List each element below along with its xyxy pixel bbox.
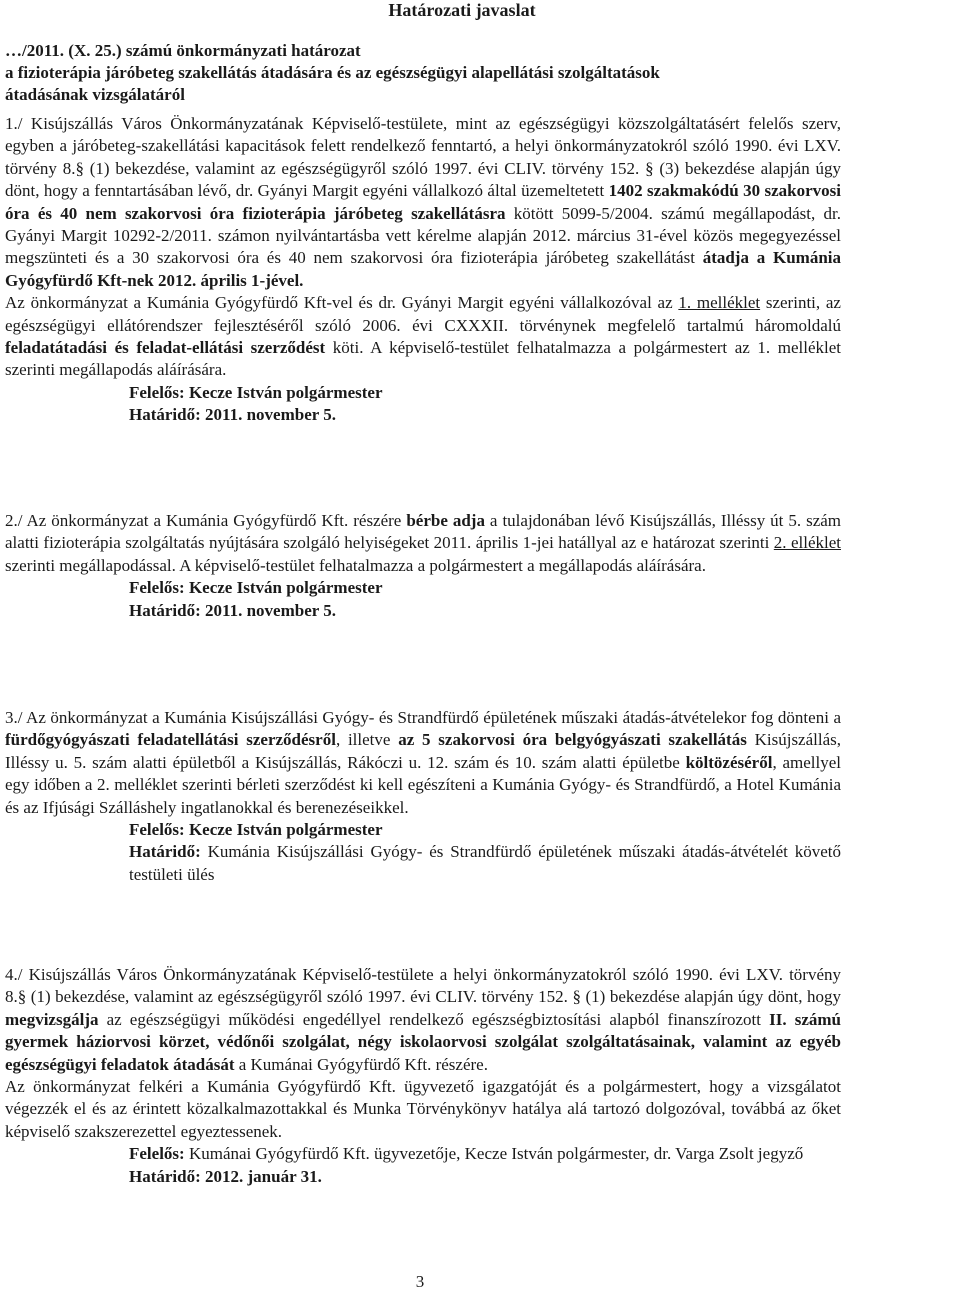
deadline: Határidő: 2011. november 5. [129,600,336,620]
section-3-paragraph: 3./ Az önkormányzat a Kumánia Kisújszállási Gyógy- és Strandfürdő épületének műszaki átadás-átvételekor fog dönteni a fürdőgyógyászati feladatellátási szerződésről, illetve az 5 szakorvosi óra belgyógyászati szakellátás Kisújszállás, Illéssy u. 5. szám alatti épületből a Kisújszállás, Rákóczi u. 12. szám és 10. szám alatti épületbe költözéséről, amellyel egy időben a 2. melléklet szerinti bérleti szerződést ki kell egészíteni a Kumánia Gyógy- és Strandfürdő, a Hotel Kumánia és az Ifjúsági Szálláshely ingatlanokkal és berenezéseikkel. [5,708,842,817]
deadline: Határidő: 2012. január 31. [129,1166,322,1186]
section-2 [5,510,841,622]
page-number: 3 [415,1272,425,1291]
section-2-paragraph: 2./ Az önkormányzat a Kumánia Gyógyfürdő Kft. részére bérbe adja a tulajdonában lévő Kisújszállás, Illéssy út 5. szám alatti fizioterápia szolgáltatás nyújtására szolgáló helyiségeket 2011. április 1-jei hatállyal az e határozat szerinti 2. elléklet szerinti megállapodással. A képviselő-testület felhatalmazza a polgármestert a megállapodás aláírására. [5,511,842,575]
annex-2-link: 2. elléklet [773,533,841,553]
heading: Határozati javaslat [388,0,536,20]
section-1-paragraph: 1./ Kisújszállás Város Önkormányzatának Képviselő-testülete, mint az egészségügyi közszolgáltatásért felelős szerv, egyben a járóbeteg-szakellátási kapacitások felett rendelkező fenntartó, a helyi önkormányzatokról szóló 1990. évi LXV. törvény 8.§ (1) bekezdése, valamint az egészségügyről szóló 1997. évi CLIV. törvény 152. § (3) bekezdése alapján úgy dönt, hogy a fenntartásában lévő, dr. Gyányi Margit egyéni vállalkozó által üzemeltetett 1402 szakmakódú 30 szakorvosi óra és 40 nem szakorvosi óra fizioterápia járóbeteg szakellátásra kötött 5099-5/2004. számú megállapodást, dr. Gyányi Margit 10292-2/2011. számon nyilvántartásba vett kérelme alapján 2012. március 31-ével közös megegyezéssel megszünteti és a 30 szakorvosi óra és 40 nem szakorvosi óra fizioterápia járóbeteg szakellátást átadja a Kumánia Gyógyfürdő Kft-nek 2012. április 1-jével. [5,114,842,290]
responsible: Felelős: Kumánai Gyógyfürdő Kft. ügyvezetője, Kecze István polgármester, dr. Varga Zsolt jegyző [129,1144,804,1164]
section-4-paragraph: 4./ Kisújszállás Város Önkormányzatának Képviselő-testülete a helyi önkormányzatokról szóló 1990. évi LXV. törvény 8.§ (1) bekezdése, valamint az egészségügyről szóló 1997. évi CLIV. törvény 152. § (1) bekezdése alapján úgy dönt, hogy megvizsgálja az egészségügyi működési engedéllyel rendelkező egészségbiztosítási alapból finanszírozott II. számú gyermek háziorvosi körzet, védőnői szolgálat, négy iskolaorvosi szolgálat szolgáltatásainak, valamint az egyéb egészségügyi feladatok átadását a Kumánai Gyógyfürdő Kft. részére. [5,965,841,1074]
responsible: Felelős: Kecze István polgármester [129,382,383,402]
section-4-paragraph-2: Az önkormányzat felkéri a Kumánia Gyógyfürdő Kft. ügyvezető igazgatóját és a polgármestert, hogy a vizsgálatot végezzék el és az érintett közalkalmazottakkal és Munka Törvénykönyv hatálya alá tartozó dolgozóval, továbbá az őket képviselő szakszerezettel egyeztessenek. [5,1077,841,1141]
section-3 [5,707,841,886]
section-4 [5,964,841,1188]
title-line: a fizioterápia járóbeteg szakellátás átadására és az egészségügyi alapellátási szolgáltatások [5,63,660,82]
section-1-paragraph-2: Az önkormányzat a Kumánia Gyógyfürdő Kft-vel és dr. Gyányi Margit egyéni vállalkozóval az 1. melléklet szerinti, az egészségügyi ellátórendszer fejlesztéséről szóló 2006. évi CXXXII. törvénynek megfelelő tartalmú háromoldalú feladatátadási és feladat-ellátási szerződést köti. A képviselő-testület felhatalmazza a polgármestert az 1. melléklet szerinti megállapodás aláírására. [5,293,841,380]
annex-1-link: 1. melléklet [678,293,761,313]
deadline: Határidő: 2011. november 5. [129,405,336,425]
deadline: Határidő: Kumánia Kisújszállási Gyógy- és Strandfürdő épületének műszaki átadás-átvételét követő testületi ülés [129,842,841,884]
responsible: Felelős: Kecze István polgármester [129,820,383,840]
title-line: átadásának vizsgálatáról [5,85,185,104]
section-1 [5,113,841,427]
title-line: …/2011. (X. 25.) számú önkormányzati határozat [5,41,361,60]
responsible: Felelős: Kecze István polgármester [129,578,383,598]
resolution-title [5,40,855,106]
